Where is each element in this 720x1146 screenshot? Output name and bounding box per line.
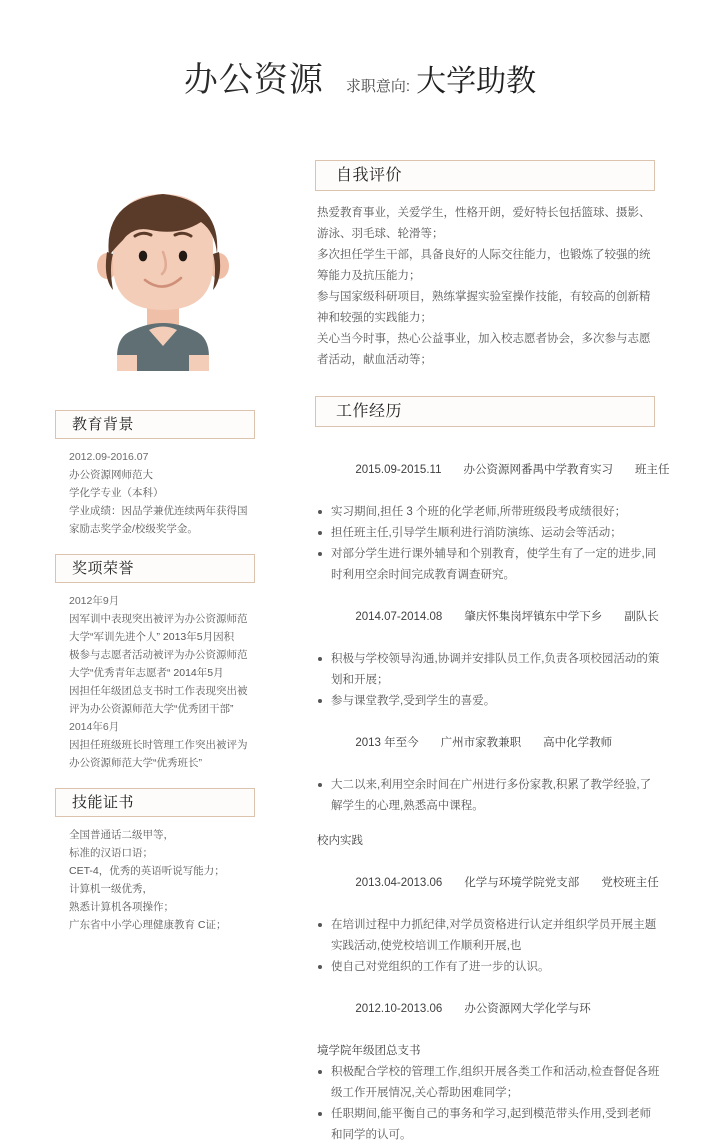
education-line: 2012.09-2016.07 xyxy=(69,451,149,463)
awards-line: 2014年6月 xyxy=(69,721,120,733)
education-line: 学化学专业（本科） xyxy=(69,487,164,499)
awards-line: 评为办公资源师范大学“优秀团干部” xyxy=(69,703,234,715)
work-entry xyxy=(317,586,660,712)
awards-line: 因担任班级班长时管理工作突出被评为 xyxy=(69,739,248,751)
campus-entry-header xyxy=(317,978,660,1041)
work-entry-role: 班主任 xyxy=(634,464,670,476)
awards-body xyxy=(55,592,270,772)
work-entry-bullets xyxy=(317,775,660,817)
awards-line: 大学“优秀青年志愿者“ 2014年5月 xyxy=(69,667,224,679)
work-entry-bullets xyxy=(317,649,660,712)
skills-body xyxy=(55,826,270,934)
bullet-item: 使自己对党组织的工作有了进一步的认识。 xyxy=(317,957,660,978)
education-line: 家励志奖学金/校级奖学金。 xyxy=(69,523,198,535)
job-objective-value: 大学助教 xyxy=(416,65,537,98)
candidate-name: 办公资源 xyxy=(183,61,324,99)
work-entry-header xyxy=(317,439,670,502)
awards-line: 办公资源师范大学“优秀班长” xyxy=(69,757,202,769)
campus-entry-role: 党校班主任 xyxy=(601,877,659,889)
bullet-item: 在培训过程中力抓纪律,对学员资格进行认定并组织学员开展主题实践活动,使党校培训工作顺利开展,也 xyxy=(317,915,660,957)
work-entry-header xyxy=(317,712,660,775)
education-line: 学业成绩：因品学兼优连续两年获得国 xyxy=(69,505,248,517)
campus-entry-bullets xyxy=(317,915,660,978)
section-title-skills: 技能证书 xyxy=(72,794,135,811)
work-entry-org: 办公资源网番禺中学教育实习 xyxy=(463,464,613,476)
section-awards xyxy=(55,554,270,772)
section-education xyxy=(55,410,270,538)
section-title-work-experience: 工作经历 xyxy=(336,402,403,420)
section-title-education: 教育背景 xyxy=(72,416,135,433)
skills-line: 全国普通话二级甲等， xyxy=(69,829,174,841)
skills-line: 标准的汉语口语； xyxy=(69,847,153,859)
campus-entry-org: 化学与环境学院党支部 xyxy=(464,877,580,889)
bullet-item: 对部分学生进行课外辅导和个别教育，使学生有了一定的进步,同时利用空余时间完成教育调查研究。 xyxy=(317,544,660,586)
avatar xyxy=(55,180,270,380)
campus-entry-org-line2: 境学院年级团总支书 xyxy=(317,1045,421,1057)
bullet-item: 实习期间,担任 3 个班的化学老师,所带班级段考成绩很好； xyxy=(317,502,660,523)
skills-line: 广东省中小学心理健康教育 C证； xyxy=(69,919,227,931)
person-avatar-icon xyxy=(63,180,263,376)
section-work-experience xyxy=(315,396,670,1146)
resume-header xyxy=(0,52,720,101)
education-line: 办公资源网师范大 xyxy=(69,469,153,481)
bullet-item: 担任班主任,引导学生顺利进行消防演练、运动会等活动； xyxy=(317,523,660,544)
campus-practice-label: 校内实践 xyxy=(317,835,363,847)
work-entry-header xyxy=(317,586,660,649)
section-header-work-experience xyxy=(315,396,655,427)
self-evaluation-paragraph: 热爱教育事业，关爱学生，性格开朗，爱好特长包括篮球、摄影、游泳、羽毛球、轮滑等； xyxy=(317,207,651,240)
bullet-item: 积极与学校领导沟通,协调并安排队员工作,负责各项校园活动的策划和开展； xyxy=(317,649,660,691)
work-entry-date: 2015.09-2015.11 xyxy=(355,464,442,476)
campus-entry-date: 2012.10-2013.06 xyxy=(355,1003,443,1015)
work-entry-bullets xyxy=(317,502,660,586)
work-experience-body xyxy=(315,439,670,1146)
section-skills xyxy=(55,788,270,934)
awards-line: 因军训中表现突出被评为办公资源师范 xyxy=(69,613,248,625)
bullet-item: 参与课堂教学,受到学生的喜爱。 xyxy=(317,691,660,712)
left-column xyxy=(55,180,270,934)
self-evaluation-body xyxy=(315,203,660,371)
section-self-evaluation xyxy=(315,160,660,371)
campus-entry-date: 2013.04-2013.06 xyxy=(355,877,443,889)
education-body xyxy=(55,448,270,538)
awards-line: 因担任年级团总支书时工作表现突出被 xyxy=(69,685,248,697)
self-evaluation-paragraph: 多次担任学生干部，具备良好的人际交往能力，也锻炼了较强的统筹能力及抗压能力； xyxy=(317,249,651,282)
skills-line: 熟悉计算机各项操作； xyxy=(69,901,174,913)
work-entry-org: 广州市家教兼职 xyxy=(440,737,522,749)
work-entry xyxy=(317,712,660,817)
skills-line: CET-4，优秀的英语听说写能力； xyxy=(69,865,225,877)
section-header-self-evaluation xyxy=(315,160,655,191)
section-header-awards xyxy=(55,554,255,583)
work-entry xyxy=(317,439,670,586)
section-header-skills xyxy=(55,788,255,817)
bullet-item: 大二以来,利用空余时间在广州进行多份家教,积累了教学经验,了解学生的心理,熟悉高中课程。 xyxy=(317,775,660,817)
campus-entry-header xyxy=(317,852,660,915)
self-evaluation-paragraph: 关心当今时事，热心公益事业，加入校志愿者协会，多次参与志愿者活动，献血活动等； xyxy=(317,333,651,366)
awards-line: 大学“军训先进个人” 2013年5月因积 xyxy=(69,631,235,643)
work-entry-org: 肇庆怀集岗坪镇东中学下乡 xyxy=(464,611,603,623)
section-title-awards: 奖项荣誉 xyxy=(72,560,135,577)
work-entry-role: 副队长 xyxy=(624,611,659,623)
section-header-education xyxy=(55,410,255,439)
awards-line: 极参与志愿者活动被评为办公资源师范 xyxy=(69,649,248,661)
self-evaluation-paragraph: 参与国家级科研项目，熟练掌握实验室操作技能，有较高的创新精神和较强的实践能力； xyxy=(317,291,651,324)
job-objective-label: 求职意向: xyxy=(345,78,411,95)
campus-entry-org: 办公资源网大学化学与环 xyxy=(464,1003,591,1015)
campus-entry xyxy=(317,978,660,1146)
work-entry-date: 2013 年至今 xyxy=(355,737,419,749)
awards-line: 2012年9月 xyxy=(69,595,120,607)
work-entry-role: 高中化学教师 xyxy=(543,737,613,749)
work-entry-date: 2014.07-2014.08 xyxy=(355,611,443,623)
right-column xyxy=(315,160,670,1146)
campus-entry-bullets xyxy=(317,1062,660,1146)
bullet-item: 任职期间,能平衡自己的事务和学习,起到模范带头作用,受到老师和同学的认可。 xyxy=(317,1104,660,1146)
campus-entry xyxy=(317,852,660,978)
bullet-item: 积极配合学校的管理工作,组织开展各类工作和活动,检查督促各班级工作开展情况,关心帮助困难同学； xyxy=(317,1062,660,1104)
skills-line: 计算机一级优秀， xyxy=(69,883,153,895)
section-title-self-evaluation: 自我评价 xyxy=(336,166,403,184)
